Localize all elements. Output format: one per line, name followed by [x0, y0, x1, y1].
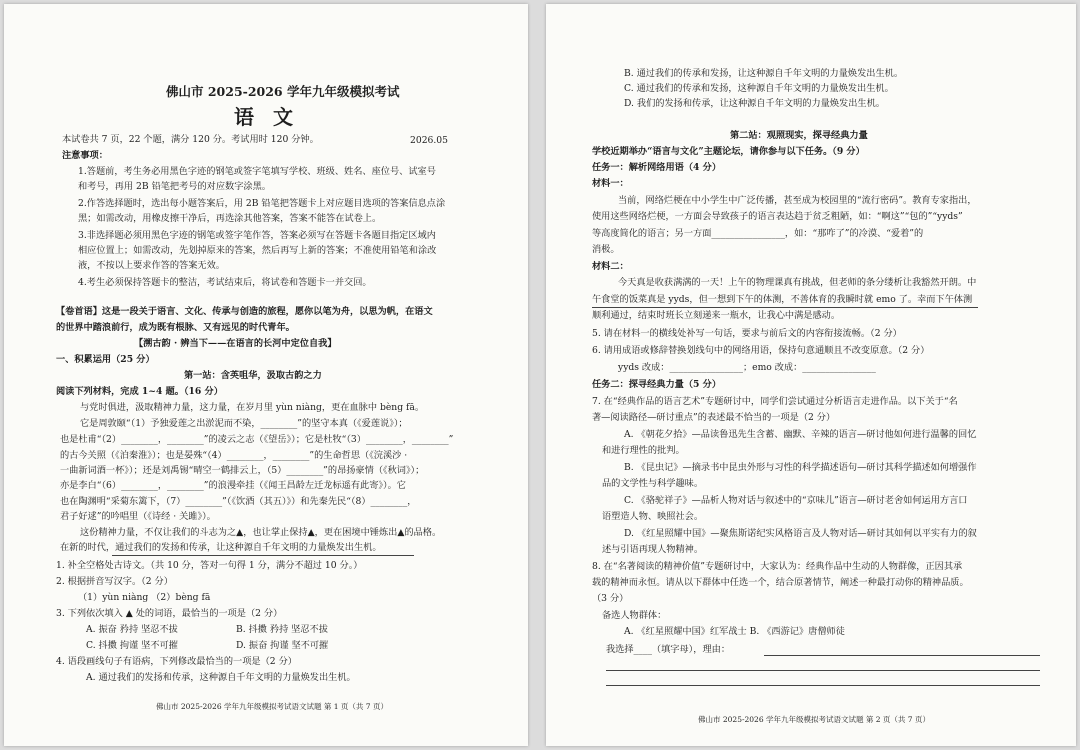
answer-line: [606, 670, 1040, 671]
option-b: 品的文学性与科学趣味。: [602, 478, 704, 489]
question-6-fill: yyds 改成：________________；emo 改成：________________: [618, 362, 876, 373]
question-2: 2. 根据拼音写汉字。（2 分）: [56, 576, 173, 587]
underline-mark: [592, 307, 978, 308]
preface-line: 的世界中踏浪前行，成为既有根脉、又有远见的时代青年。: [56, 322, 295, 333]
station-heading: 第一站：含英咀华，汲取古韵之力: [184, 370, 322, 381]
task-heading: 任务二：探寻经典力量（5 分）: [592, 379, 722, 390]
passage-line: 与党时俱进，汲取精神力量，这力量，在岁月里 yùn niàng，更在血脉中 bèng fā。: [80, 402, 425, 413]
option-c: C. 抖擞 拘谨 坚不可摧: [86, 640, 178, 651]
option-d: D. 振奋 拘谨 坚不可摧: [236, 640, 329, 651]
material-line: 使用这些网络烂梗，一方面会导致孩子的语言表达趋于贫乏粗陋，如：“啊这”“包的”“yyds”: [592, 211, 963, 222]
answer-line: [764, 655, 1040, 656]
exam-info: 本试卷共 7 页，22 个题，满分 120 分。考试用时 120 分钟。: [62, 134, 319, 145]
option-d: 述与引语再现人物精神。: [602, 544, 704, 555]
notice-line: 黑；如需改动，用橡皮擦干净后，再选涂其他答案，答案不能答在试卷上。: [78, 213, 382, 224]
passage-line: 也是杜甫“（2）________，________”的凌云之志（《望岳》）；它是杜牧“（3）________，________”: [60, 434, 454, 445]
passage-line: 它是周敦颐“（1）予独爱莲之出淤泥而不染，________”的坚守本真（《爱莲说》）；: [80, 418, 408, 429]
material-line: 消极。: [592, 244, 620, 255]
section-heading: 一、积累运用（25 分）: [56, 354, 155, 365]
page-footer: 佛山市 2025-2026 学年九年级模拟考试语文试题 第 2 页（共 7 页）: [698, 715, 930, 724]
notice-heading: 注意事项：: [62, 150, 108, 161]
question-5: 5. 请在材料一的横线处补写一句话，要求与前后文的内容衔接流畅。（2 分）: [592, 328, 902, 339]
passage-line: 君子好逑”的吟唱里（《诗经 · 关雎》）。: [60, 511, 216, 522]
exam-page-2: [546, 4, 1076, 746]
question-2-items: （1）yùn niàng （2）bèng fā: [78, 592, 211, 603]
subject-title: 语 文: [234, 105, 299, 129]
notice-line: 1.答题前，考生务必用黑色字迹的钢笔或签字笔填写学校、班级、姓名、座位号、试室号: [78, 166, 436, 177]
option-b: B. 抖擞 矜持 坚忍不拔: [236, 624, 328, 635]
passage-line: 一曲新词酒一杯》）；还是刘禹锡“晴空一鹤排云上，（5）________”的昂扬豪情（《秋词》）；: [60, 465, 425, 476]
option-a: A. 《朝花夕拾》—品读鲁迅先生含蓄、幽默、辛辣的语言—研讨他如何进行温馨的回忆: [624, 429, 977, 440]
material-line: 午食堂的饭菜真是 yyds，但一想到下午的体测，不善体育的我瞬时就 emo 了。幸而下午体测: [592, 294, 973, 305]
option-c: C. 通过我们的传承和发扬，这种源自千年文明的力量焕发出生机。: [624, 83, 894, 94]
option-c: C. 《骆驼祥子》—品析人物对话与叙述中的“京味儿”语言—研讨老舍如何运用方言口: [624, 495, 968, 506]
notice-line: 4.考生必须保持答题卡的整洁，考试结束后，将试卷和答题卡一并交回。: [78, 277, 372, 288]
reading-intro: 阅读下列材料，完成 1~4 题。（16 分）: [56, 386, 223, 397]
question-1: 1. 补全空格处古诗文。（共 10 分，答对一句得 1 分，满分不超过 10 分。）: [56, 560, 363, 571]
choice-line: 我选择____（填字母），理由：: [606, 644, 731, 655]
material-line: 顺利通过，结束时班长立刻递来一瓶水，让我心中满是感动。: [592, 310, 841, 321]
notice-line: 液，不按以上要求作答的答案无效。: [78, 260, 225, 271]
underline-mark: [112, 555, 414, 556]
option-d: D. 《红星照耀中国》—聚焦斯诺纪实风格语言及人物对话—研讨其如何以平实有力的叙: [624, 528, 977, 539]
option-a: A. 通过我们的发扬和传承，这种源自千年文明的力量焕发出生机。: [86, 672, 356, 683]
option-c: 语塑造人物、映照社会。: [602, 511, 704, 522]
question-8: 载的精神而永恒。请从以下群体中任选一个，结合原著情节，阐述一种最打动你的精神品质。: [592, 577, 969, 588]
notice-line: 2.作答选择题时，选出每小题答案后，用 2B 铅笔把答题卡上对应题目选项的答案信息点涂: [78, 198, 446, 209]
passage-line: 也在陶渊明“采菊东篱下，（7）________”（《饮酒（其五）》）和先秦先民“（8）________，: [60, 496, 417, 507]
notice-line: 3.非选择题必须用黑色字迹的钢笔或签字笔作答，答案必须写在答题卡各题目指定区域内: [78, 230, 436, 241]
passage-underlined-line: 在新的时代，通过我们的发扬和传承，让这种源自千年文明的力量焕发出生机。: [60, 542, 382, 553]
group-label: 备选人物群体：: [602, 610, 667, 621]
option-a: 和进行理性的批判。: [602, 445, 685, 456]
question-3: 3. 下列依次填入 ▲ 处的词语，最恰当的一项是（2 分）: [56, 608, 283, 619]
theme-banner: 【溯古韵 · 辨当下——在语言的长河中定位自我】: [134, 338, 337, 349]
question-8: 8. 在“名著阅读的精神价值”专题研讨中，大家认为：经典作品中生动的人物群像，正因其承: [592, 561, 963, 572]
option-b: B. 通过我们的传承和发扬，让这种源自千年文明的力量焕发出生机。: [624, 68, 904, 79]
question-4: 4. 语段画线句子有语病，下列修改最恰当的一项是（2 分）: [56, 656, 297, 667]
option-a: A. 振奋 矜持 坚忍不拔: [86, 624, 178, 635]
preface-line: 【卷首语】这是一段关于语言、文化、传承与创造的旅程，愿你以笔为舟，以思为帆，在语文: [56, 306, 433, 317]
page-footer: 佛山市 2025-2026 学年九年级模拟考试语文试题 第 1 页（共 7 页）: [156, 702, 388, 711]
option-d: D. 我们的发扬和传承，让这种源自千年文明的力量焕发出生机。: [624, 98, 885, 109]
exam-page-1: [4, 4, 528, 746]
passage-line: 这份精神力量，不仅让我们的斗志为之▲，也让掌止保持▲，更在困境中锤炼出▲的品格。: [80, 527, 442, 538]
question-7: 著—阅读路径—研讨重点”的表述最不恰当的一项是（2 分）: [592, 412, 836, 423]
exam-date: 2026.05: [410, 135, 448, 146]
material-label: 材料一：: [592, 178, 629, 189]
forum-intro: 学校近期举办“语言与文化”主题论坛，请你参与以下任务。（9 分）: [592, 146, 865, 157]
material-line: 今天真是收获满满的一天！上午的物理课真有挑战，但老师的条分缕析让我豁然开朗。中: [618, 277, 977, 288]
option-b: B. 《昆虫记》—摘录书中昆虫外形与习性的科学描述语句—研讨其科学描述如何增强作: [624, 462, 977, 473]
material-label: 材料二：: [592, 261, 629, 272]
notice-line: 相应位置上；如需改动，先划掉原来的答案，然后再写上新的答案；不准使用铅笔和涂改: [78, 245, 437, 256]
task-heading: 任务一：解析网络用语（4 分）: [592, 162, 722, 173]
question-6: 6. 请用成语或修辞替换划线句中的网络用语，保持句意通顺且不改变原意。（2 分）: [592, 345, 930, 356]
material-line: 当前，网络烂梗在中小学生中广泛传播，甚至成为校园里的“流行密码”。教育专家指出，: [618, 195, 977, 206]
station-heading: 第二站：观照现实，探寻经典力量: [730, 130, 868, 141]
answer-line: [606, 685, 1040, 686]
material-line: 等高度简化的语言；另一方面________________，如：“那咋了”的冷漠、“爱着”的: [592, 228, 924, 239]
question-8: （3 分）: [592, 593, 629, 604]
exam-title: 佛山市 2025-2026 学年九年级模拟考试: [166, 84, 400, 99]
group-options: A. 《红星照耀中国》红军战士 B. 《西游记》唐僧师徒: [624, 626, 845, 637]
passage-line: 亦是李白“（6）________，________”的浪漫牵挂（《闻王昌龄左迁龙标遥有此寄》）。它: [60, 480, 406, 491]
question-7: 7. 在“经典作品的语言艺术”专题研讨中，同学们尝试通过分析语言走进作品。以下关于“名: [592, 396, 958, 407]
passage-line: 的古今关照（《泊秦淮》）；也是晏殊“（4）________，________”的生命哲思（《浣溪沙 ·: [60, 450, 408, 461]
notice-line: 和考号，再用 2B 铅笔把考号的对应数字涂黑。: [78, 181, 271, 192]
